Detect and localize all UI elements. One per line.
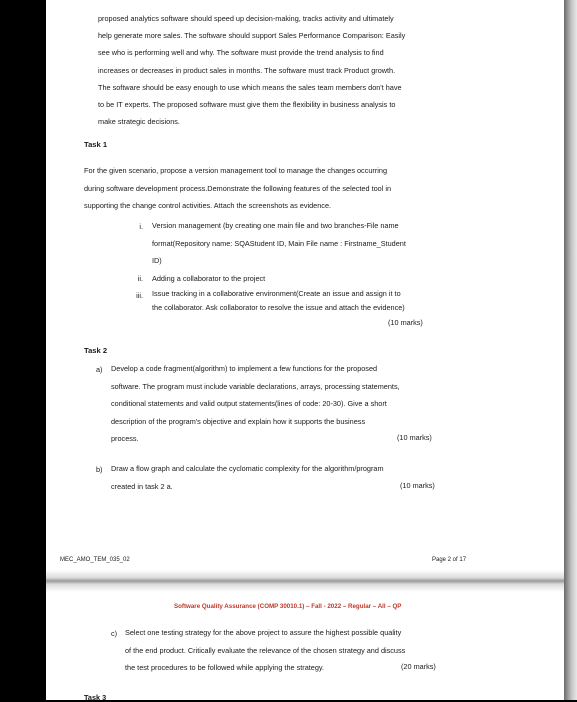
task2c-text [125,624,405,677]
intro-line: see who is performing well and why. The software must provide the trend analysis to find [98,48,384,58]
task2c-label: c) [111,629,118,638]
item-line: format(Repository name: SQAStudent ID, Main File name : Firstname_Student [152,238,406,248]
task2c-line: of the end product. Critically evaluate the relevance of the chosen strategy and discuss [125,645,406,655]
intro-line: to be IT experts. The proposed software must give them the flexibility in business analysis to [98,99,396,109]
task2b-line: Draw a flow graph and calculate the cyclomatic complexity for the algorithm/program [111,464,384,473]
task1-marks: (10 marks) [388,318,423,327]
task1-line: during software development process.Demonstrate the following features of the selected tool in [84,183,392,193]
item-line: Version management (by creating one main file and two branches-File name [152,221,399,230]
page-break [46,570,564,592]
task2a-line: process. [111,434,139,443]
task2a-marks: (10 marks) [397,433,432,442]
task2b-marks: (10 marks) [400,481,435,490]
task2b-line: created in task 2 a. [111,481,173,491]
item-number: ii. [137,274,143,283]
intro-line: The software should be easy enough to use which means the sales team members don't have [98,82,402,92]
item-number: i. [139,222,143,231]
task3-heading-partial: Task 3 [84,693,107,702]
intro-line: proposed analytics software should speed up decision-making, tracks activity and ultimately [98,14,394,23]
task2a-line: conditional statements and valid output statements(lines of code: 20-30). Give a short [111,399,387,408]
task1-item-3 [152,287,405,315]
page-edge-shadow [564,0,577,700]
item-line: ID) [152,256,162,265]
item-line: Adding a collaborator to the project [152,274,266,283]
task2c-line: the test procedures to be followed while applying the strategy. [125,663,325,672]
item-line: Issue tracking in a collaborative environment(Create an issue and assign it to [152,289,401,298]
page-number: Page 2 of 17 [432,557,467,563]
task2-heading: Task 2 [84,346,108,355]
task1-item-2 [152,270,265,288]
task1-line: supporting the change control activities. Attach the screenshots as evidence. [84,201,332,210]
task2a-label: a) [96,365,103,374]
task2a-line: description of the program's objective and explain how it supports the business [111,416,366,426]
intro-line: increases or decreases in product sales in months. The software must track Product growth. [98,65,396,75]
task2a-line: software. The program must include variable declarations, arrays, processing statements, [111,381,400,391]
task2c-marks: (20 marks) [401,662,436,671]
task1-paragraph [84,162,391,215]
task1-line: For the given scenario, propose a version management tool to manage the changes occurring [84,166,387,175]
task2a-text [111,360,400,448]
intro-line: make strategic decisions. [98,117,180,127]
intro-line: help generate more sales. The software should support Sales Performance Comparison: Easily [98,31,406,41]
task2b-text [111,460,384,495]
document-code: MEC_AMO_TEM_035_02 [60,557,130,563]
item-line: the collaborator. Ask collaborator to resolve the issue and attach the evidence) [152,303,405,312]
task1-heading: Task 1 [84,140,108,149]
intro-paragraph [98,10,458,130]
task2b-label: b) [96,465,103,474]
task2a-line: Develop a code fragment(algorithm) to implement a few functions for the proposed [111,364,378,373]
item-number: iii. [136,291,143,300]
task2c-line: Select one testing strategy for the above project to assure the highest possible quality [125,628,402,637]
course-title: Software Quality Assurance (COMP 30010.1) – Fall - 2022 – Regular – All – QP [174,603,402,610]
task1-item-1 [152,217,406,270]
